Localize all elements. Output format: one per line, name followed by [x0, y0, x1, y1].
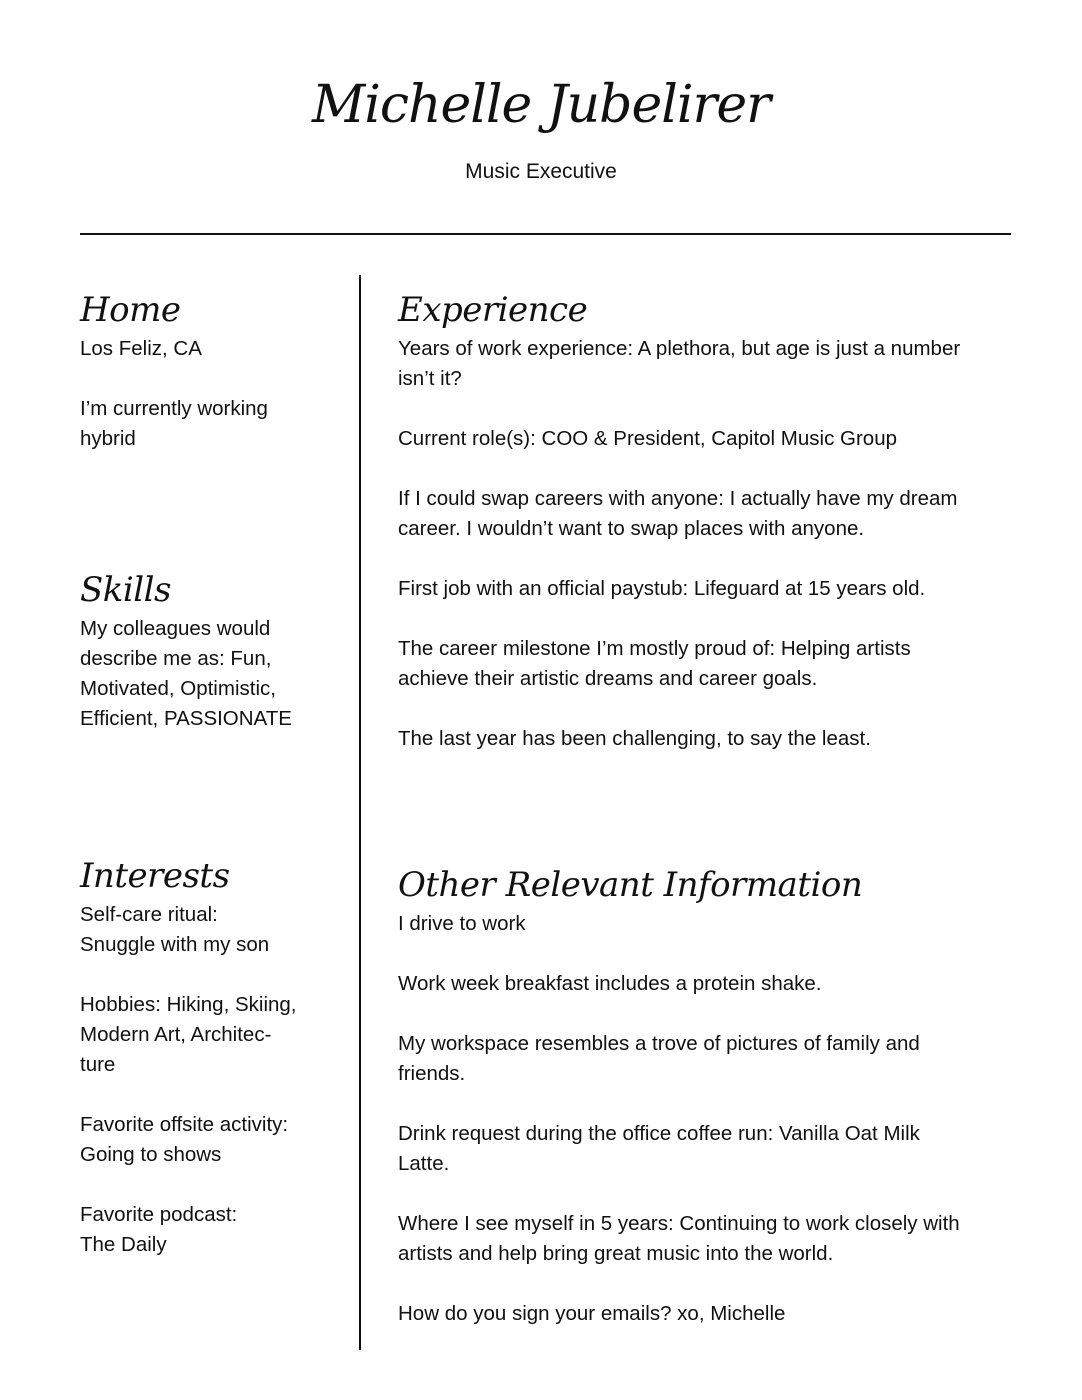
text-line: Going to shows — [80, 1143, 222, 1166]
section-heading: Other Relevant Information — [398, 865, 863, 905]
paragraph — [80, 900, 297, 960]
text-line: Favorite offsite activity: — [80, 1113, 289, 1136]
text-line: Self-care ritual: — [80, 903, 218, 926]
text-line: If I could swap careers with anyone: I actually have my dream — [398, 487, 958, 510]
text-line: Motivated, Optimistic, — [80, 677, 276, 700]
text-line: The last year has been challenging, to say the least. — [398, 727, 871, 750]
text-line: I’m currently working — [80, 397, 268, 420]
text-line: I drive to work — [398, 912, 526, 935]
text-line: hybrid — [80, 427, 136, 450]
paragraph — [398, 909, 960, 939]
section-heading: Experience — [398, 290, 588, 330]
text-line: Favorite podcast: — [80, 1203, 238, 1226]
paragraph — [80, 1110, 297, 1170]
paragraph — [398, 424, 960, 454]
text-line: The Daily — [80, 1233, 167, 1256]
paragraph — [80, 1200, 297, 1260]
text-line: friends. — [398, 1062, 466, 1085]
section-experience — [398, 288, 960, 754]
text-line: isn’t it? — [398, 367, 462, 390]
text-line: Los Feliz, CA — [80, 337, 202, 360]
text-line: Snuggle with my son — [80, 933, 270, 956]
text-line: describe me as: Fun, — [80, 647, 272, 670]
paragraph — [398, 574, 960, 604]
text-line: Current role(s): COO & President, Capitol Music Group — [398, 427, 897, 450]
person-name: Michelle Jubelirer — [312, 75, 770, 135]
text-line: Years of work experience: A plethora, but age is just a number — [398, 337, 961, 360]
text-line: Drink request during the office coffee run: Vanilla Oat Milk — [398, 1122, 920, 1145]
text-line: The career milestone I’m mostly proud of: Helping artists — [398, 637, 911, 660]
section-heading: Home — [80, 290, 181, 330]
paragraph — [398, 1119, 960, 1179]
text-line: artists and help bring great music into the world. — [398, 1242, 834, 1265]
paragraph — [398, 334, 960, 394]
section-skills — [80, 568, 292, 734]
text-line: career. I wouldn’t want to swap places with anyone. — [398, 517, 865, 540]
column-divider — [359, 275, 361, 1350]
job-title: Music Executive — [465, 160, 617, 183]
paragraph — [398, 969, 960, 999]
paragraph — [80, 394, 268, 454]
section-other-information — [398, 863, 960, 1329]
text-line: My colleagues would — [80, 617, 271, 640]
paragraph — [80, 614, 292, 734]
text-line: Efficient, PASSIONATE — [80, 707, 292, 730]
section-interests — [80, 854, 297, 1260]
text-line: Work week breakfast includes a protein shake. — [398, 972, 822, 995]
text-line: Hobbies: Hiking, Skiing, — [80, 993, 297, 1016]
paragraph — [80, 334, 268, 364]
text-line: Modern Art, Architec- — [80, 1023, 272, 1046]
text-line: achieve their artistic dreams and career goals. — [398, 667, 818, 690]
section-home — [80, 288, 268, 454]
text-line: Latte. — [398, 1152, 450, 1175]
text-line: Where I see myself in 5 years: Continuing to work closely with — [398, 1212, 960, 1235]
text-line: My workspace resembles a trove of pictures of family and — [398, 1032, 920, 1055]
paragraph — [398, 1299, 960, 1329]
text-line: How do you sign your emails? xo, Michelle — [398, 1302, 786, 1325]
section-heading: Skills — [80, 570, 171, 610]
text-line: ture — [80, 1053, 116, 1076]
paragraph — [398, 1029, 960, 1089]
paragraph — [398, 724, 960, 754]
section-heading: Interests — [80, 856, 230, 896]
paragraph — [398, 1209, 960, 1269]
paragraph — [398, 634, 960, 694]
text-line: First job with an official paystub: Lifeguard at 15 years old. — [398, 577, 926, 600]
header-divider — [80, 233, 1011, 235]
paragraph — [80, 990, 297, 1080]
paragraph — [398, 484, 960, 544]
